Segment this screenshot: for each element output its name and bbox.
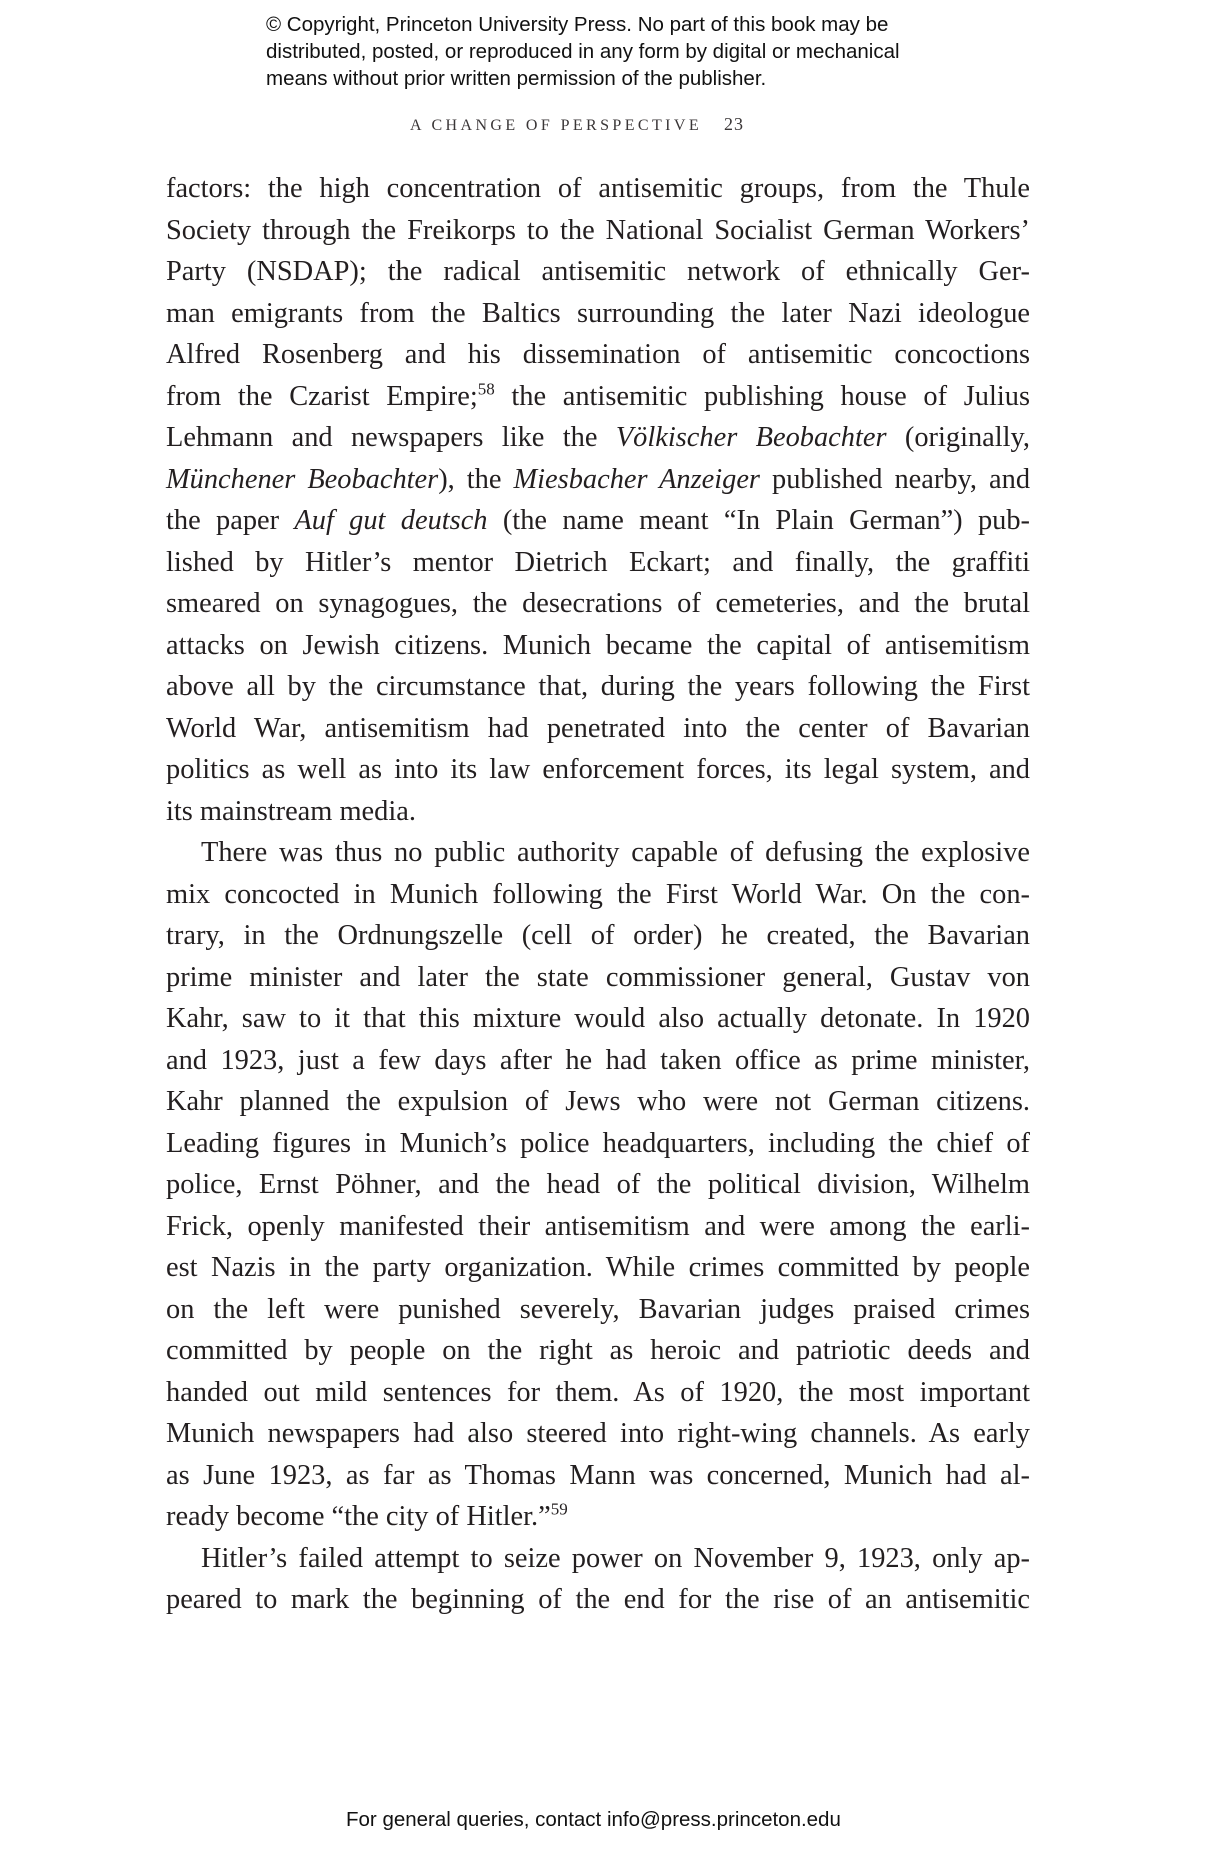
text-line: police, Ernst Pöhner, and the head of the political division, Wilhelm: [166, 1169, 1030, 1200]
text-line: prime minister and later the state commissioner general, Gustav von: [166, 961, 1030, 993]
text-line: smeared on synagogues, the desecrations of cemeteries, and the brutal: [166, 588, 1030, 619]
text-line: politics as well as into its law enforcement forces, its legal system, and: [166, 754, 1030, 785]
text-line: as June 1923, as far as Thomas Mann was concerned, Munich had al-: [166, 1459, 1030, 1491]
text-line: Munich newspapers had also steered into right-wing channels. As early: [166, 1418, 1030, 1449]
text-line: handed out mild sentences for them. As of 1920, the most important: [166, 1376, 1030, 1408]
text-segment: ), the: [438, 463, 514, 495]
text-segment: (originally,: [886, 422, 1030, 453]
text-line: [166, 376, 1030, 418]
text-line: peared to mark the beginning of the end for the rise of an antisemitic: [166, 1584, 1030, 1615]
text-segment: from the Czarist Empire;: [166, 380, 478, 412]
text-line: factors: the high concentration of antisemitic groups, from the Thule: [166, 173, 1030, 204]
text-line: above all by the circumstance that, during the years following the First: [166, 671, 1030, 702]
text-line: attacks on Jewish citizens. Munich became the capital of antisemitism: [166, 629, 1030, 661]
text-line: mix concocted in Munich following the First World War. On the con-: [166, 878, 1030, 910]
copyright-line: means without prior written permission of the publisher.: [266, 67, 767, 90]
text-line: [166, 500, 1030, 542]
italic-title: Auf gut deutsch: [294, 505, 488, 536]
text-line: lished by Hitler’s mentor Dietrich Eckart; and finally, the graffiti: [166, 546, 1030, 578]
copyright-line: distributed, posted, or reproduced in any form by digital or mechanical: [266, 40, 900, 63]
text-line: est Nazis in the party organization. While crimes committed by people: [166, 1252, 1030, 1283]
text-line: [166, 1496, 1030, 1538]
text-line: Kahr planned the expulsion of Jews who were not German citizens.: [166, 1086, 1030, 1117]
text-line: Party (NSDAP); the radical antisemitic network of ethnically Ger-: [166, 256, 1030, 287]
copyright-line: © Copyright, Princeton University Press. No part of this book may be: [266, 13, 889, 36]
text-line: man emigrants from the Baltics surrounding the later Nazi ideologue: [166, 297, 1030, 329]
text-line: There was thus no public authority capable of defusing the explosive: [201, 837, 1030, 868]
text-line: World War, antisemitism had penetrated into the center of Bavarian: [166, 712, 1030, 744]
body-text: [166, 168, 1030, 1621]
text-line: its mainstream media.: [166, 795, 416, 827]
text-line: trary, in the Ordnungszelle (cell of order) he created, the Bavarian: [166, 920, 1030, 951]
text-line: on the left were punished severely, Bavarian judges praised crimes: [166, 1293, 1030, 1325]
italic-title: Völkischer Beobachter: [615, 422, 887, 453]
text-segment: published nearby, and: [760, 463, 1031, 495]
running-head-title: A CHANGE OF PERSPECTIVE: [410, 117, 703, 134]
text-line: [166, 459, 1030, 501]
footer-contact: For general queries, contact info@press.princeton.edu: [346, 1808, 841, 1831]
text-line: committed by people on the right as heroic and patriotic deeds and: [166, 1335, 1030, 1366]
copyright-notice: [266, 11, 1026, 92]
italic-title: Münchener Beobachter: [166, 463, 439, 495]
text-line: and 1923, just a few days after he had taken office as prime minister,: [166, 1044, 1030, 1076]
text-line: Society through the Freikorps to the National Socialist German Workers’: [166, 214, 1030, 246]
text-line: [166, 417, 1030, 459]
page-number: 23: [724, 114, 745, 134]
text-segment: the antisemitic publishing house of Julius: [494, 380, 1030, 412]
text-segment: (the name meant “In Plain German”) pub-: [487, 505, 1030, 536]
italic-title: Miesbacher Anzeiger: [513, 463, 760, 495]
running-head: [410, 114, 744, 135]
text-segment: Lehmann and newspapers like the: [166, 422, 616, 453]
text-line: Kahr, saw to it that this mixture would also actually detonate. In 1920: [166, 1003, 1030, 1034]
text-segment: ready become “the city of Hitler.”: [166, 1501, 551, 1532]
footnote-ref-59[interactable]: 59: [550, 1499, 568, 1519]
text-line: Hitler’s failed attempt to seize power on November 9, 1923, only ap-: [201, 1542, 1030, 1574]
text-line: Alfred Rosenberg and his dissemination of antisemitic concoctions: [166, 339, 1030, 370]
footnote-ref-58[interactable]: 58: [477, 379, 495, 399]
text-line: Leading figures in Munich’s police headquarters, including the chief of: [166, 1127, 1030, 1159]
text-line: Frick, openly manifested their antisemitism and were among the earli-: [166, 1210, 1030, 1242]
text-segment: the paper: [166, 505, 295, 536]
